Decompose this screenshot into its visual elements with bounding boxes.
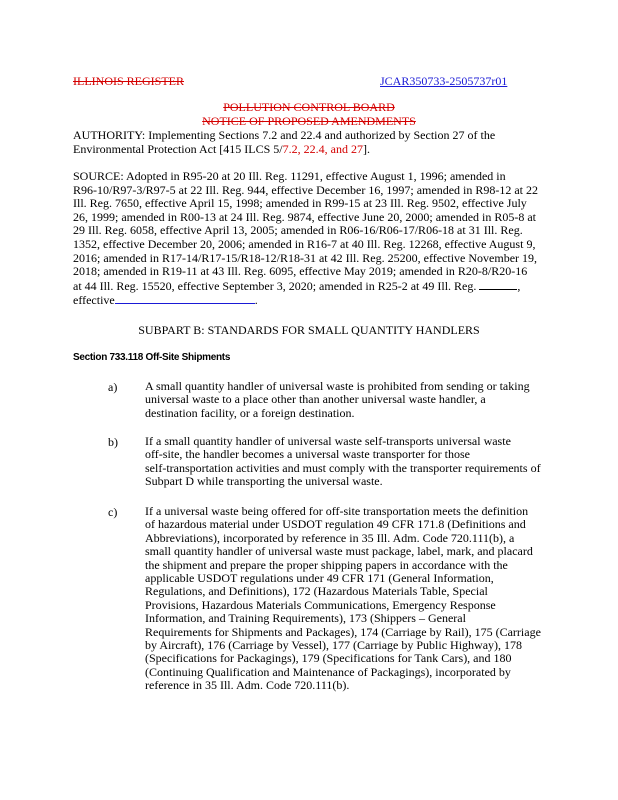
authority-inserted-text: 7.2, 22.4, and 27 bbox=[282, 141, 363, 156]
item-c-label: c) bbox=[108, 505, 118, 519]
source-line: 1352, effective December 20, 2006; amended in R16-7 at 40 Ill. Reg. 12268, effective August 9, bbox=[73, 236, 536, 251]
item-b-label: b) bbox=[108, 435, 118, 449]
item-c-text: If a universal waste being offered for off-site transportation meets the definition of hazardous material under USDOT regulation 49 CFR 171.8 (Definitions and Abbreviations), incorporated by reference in 35 Ill. Adm. Code 720.111(b), a small quantity handler of universal waste must package, label, mark, and placard the shipment and prepare the proper shipping papers in accordance with the applicable USDOT regulations under 49 CFR 171 (General Information, Regulations, and Definitions), 172 (Hazardous Materials Table, Special Provisions, Hazardous Materials Communications, Emergency Response Information, and Training Requirements), 173 (Shippers – General Requirements for Shipments and Packages), 174 (Carriage by Rail), 175 (Carriage by Aircraft), 176 (Carriage by Vessel), 177 (Carriage by Public Highway), 178 (Specifications for Packagings), 179 (Specifications for Tank Cars), and 180 (Continuing Qualification and Maintenance of Packagings), incorporated by reference in 35 Ill. Adm. Code 720.111(b). bbox=[145, 504, 541, 693]
section-heading: Section 733.118 Off-Site Shipments bbox=[73, 352, 231, 363]
source-line: 26, 1999; amended in R00-13 at 24 Ill. Reg. 9874, effective June 20, 2000; amended in R05-8 at bbox=[73, 209, 537, 224]
source-line: effective . bbox=[73, 293, 258, 308]
item-b-text: If a small quantity handler of universal waste self-transports universal waste off-site, the handler becomes a universal waste transporter for those self-transportation activities and must comply with the transporter requirements of Subpart D while transporting the universal waste. bbox=[145, 434, 541, 489]
authority-line-2: Environmental Protection Act [415 ILCS 5/7.2, 22.4, and 27]. bbox=[73, 141, 370, 156]
notice-title: NOTICE OF PROPOSED AMENDMENTS bbox=[202, 114, 416, 128]
source-line: 29 Ill. Reg. 6058, effective April 13, 2005; amended in R06-16/R06-17/R06-18 at 31 Ill. Reg. bbox=[73, 223, 523, 238]
source-paragraph bbox=[73, 170, 543, 308]
subpart-heading: SUBPART B: STANDARDS FOR SMALL QUANTITY HANDLERS bbox=[138, 323, 480, 337]
blank-line bbox=[479, 279, 517, 290]
source-line: Ill. Reg. 7650, effective April 15, 1998; amended in R99-15 at 23 Ill. Reg. 9502, effective July bbox=[73, 196, 527, 211]
source-line: SOURCE: Adopted in R95-20 at 20 Ill. Reg. 11291, effective August 1, 1996; amended in bbox=[73, 169, 506, 183]
source-line: 2018; amended in R19-11 at 43 Ill. Reg. 6095, effective May 2019; amended in R20-8/R20-16 bbox=[73, 264, 528, 279]
item-a-label: a) bbox=[108, 380, 118, 394]
source-line: 2016; amended in R17-14/R17-15/R18-12/R18-31 at 42 Ill. Reg. 25200, effective November 19, bbox=[73, 250, 538, 265]
authority-line-1: AUTHORITY: Implementing Sections 7.2 and 22.4 and authorized by Section 27 of the bbox=[73, 128, 496, 142]
jcar-reference: JCAR350733-2505737r01 bbox=[380, 74, 508, 88]
effective-date-blank bbox=[115, 293, 255, 304]
item-a-text: A small quantity handler of universal waste is prohibited from sending or taking universal waste to a place other than another universal waste handler, a destination facility, or a foreign destination. bbox=[145, 379, 530, 420]
register-title: ILLINOIS REGISTER bbox=[73, 74, 184, 88]
authority-paragraph bbox=[73, 129, 543, 156]
agency-name: POLLUTION CONTROL BOARD bbox=[223, 100, 395, 114]
source-line: R96-10/R97-3/R97-5 at 22 Ill. Reg. 944, effective December 16, 1997; amended in R98-12 at 22 bbox=[73, 182, 539, 197]
source-line: at 44 Ill. Reg. 15520, effective September 3, 2020; amended in R25-2 at 49 Ill. Reg. , bbox=[73, 278, 521, 293]
